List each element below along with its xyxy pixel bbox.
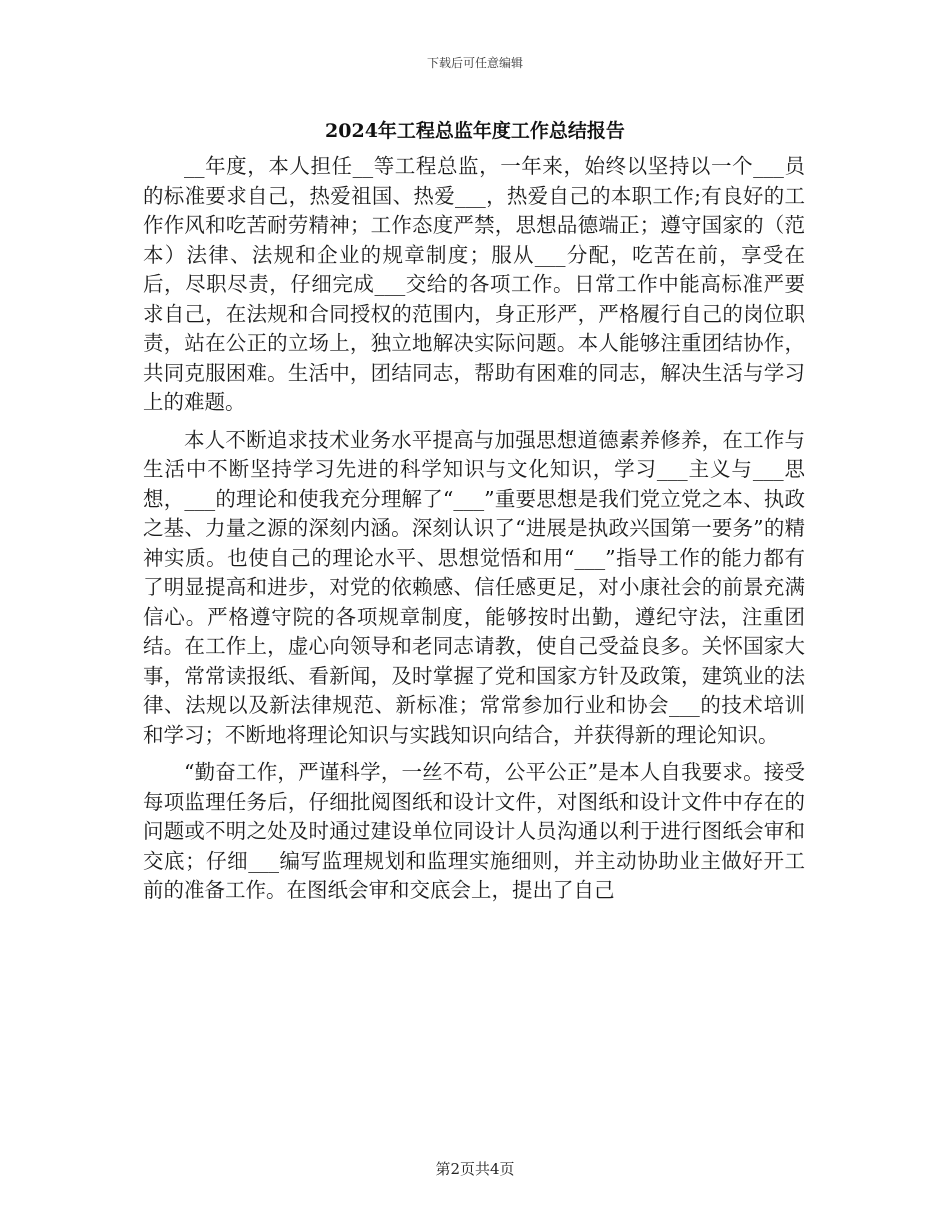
paragraph-2: 本人不断追求技术业务水平提高与加强思想道德素养修养，在工作与生活中不断坚持学习先进的科学知识与文化知识，学习___主义与___思想，___的理论和使我充分理解了“___”重要思想是我们党立党之本、执政之基、力量之源的深刻内涵。深刻认识了“进展是执政兴国第一要务”的精神实质。也使自己的理论水平、思想觉悟和用“___”指导工作的能力都有了明显提高和进步，对党的依赖感、信任感更足，对小康社会的前景充满信心。严格遵守院的各项规章制度，能够按时出勤，遵纪守法，注重团结。在工作上，虚心向领导和老同志请教，使自己受益良多。关怀国家大事，常常读报纸、看新闻，及时掌握了党和国家方针及政策，建筑业的法律、法规以及新法律规范、新标准；常常参加行业和协会___的技术培训和学习；不断地将理论知识与实践知识向结合，并获得新的理论知识。 [143,427,805,747]
document-title: 2024年工程总监年度工作总结报告 [325,120,625,142]
document-body [143,152,805,914]
paragraph-1: __年度，本人担任__等工程总监，一年来，始终以坚持以一个___员的标准要求自己，热爱祖国、热爱___，热爱自己的本职工作;有良好的工作作风和吃苦耐劳精神；工作态度严禁，思想品德端正；遵守国家的（范本）法律、法规和企业的规章制度；服从___分配，吃苦在前，享受在后，尽职尽责，仔细完成___交给的各项工作。日常工作中能高标准严要求自己，在法规和合同授权的范围内，身正形严，严格履行自己的岗位职责，站在公正的立场上，独立地解决实际问题。本人能够注重团结协作，共同克服困难。生活中，团结同志，帮助有困难的同志，解决生活与学习上的难题。 [143,154,805,414]
header-note: 下载后可任意编辑 [426,56,523,70]
page-number: 第2页共4页 [435,1160,515,1178]
paragraph-3: “勤奋工作，严谨科学，一丝不苟，公平公正”是本人自我要求。接受每项监理任务后，仔细批阅图纸和设计文件，对图纸和设计文件中存在的问题或不明之处及时通过建设单位同设计人员沟通以利于进行图纸会审和交底；仔细___编写监理规划和监理实施细则，并主动协助业主做好开工前的准备工作。在图纸会审和交底会上，提出了自己 [143,760,805,902]
